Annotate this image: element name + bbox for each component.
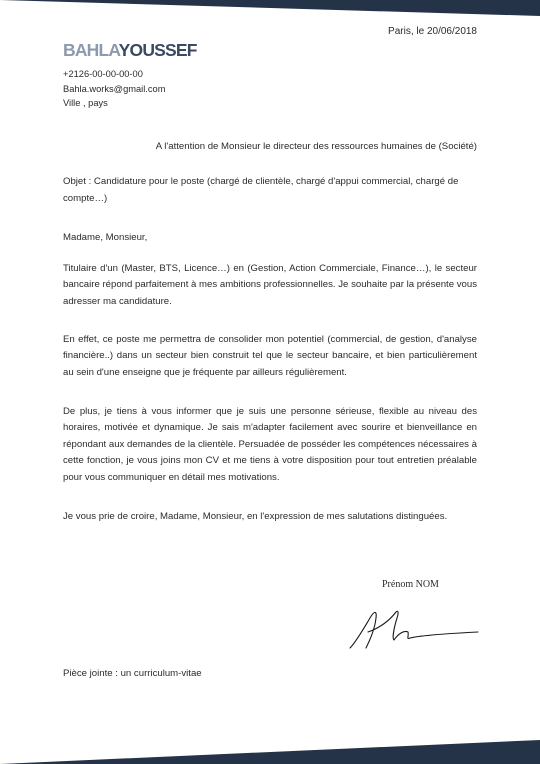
attachment-note: Pièce jointe : un curriculum-vitae — [63, 668, 202, 679]
sender-phone: +2126-00-00-00-00 — [63, 69, 143, 79]
handwritten-signature — [346, 606, 482, 652]
sender-last-name: YOUSSEF — [118, 40, 197, 60]
body-paragraph-1: Titulaire d'un (Master, BTS, Licence…) en (Gestion, Action Commerciale, Finance…), le secteur bancaire répond parfaitement à mes ambitions professionnelles. Je souhaite par la présente vous adresser ma candidature. — [63, 263, 477, 307]
signer-name: Prénom NOM — [382, 579, 439, 590]
body-paragraph-2: En effet, ce poste me permettra de consolider mon potentiel (commercial, de gestion, d'analyse financière..) dans un secteur bien construit tel que le secteur bancaire, et bien particulièrement au sein d'une enseigne que je fréquente par ailleurs régulièrement. — [63, 334, 477, 378]
letter-date: Paris, le 20/06/2018 — [388, 26, 477, 37]
sender-name — [63, 40, 197, 61]
sender-first-name: BAHLA — [63, 40, 119, 60]
top-decorative-band — [0, 0, 540, 22]
bottom-decorative-band — [0, 730, 540, 764]
letter-subject: Objet : Candidature pour le poste (chargé de clientèle, chargé d'appui commercial, chargé de compte…) — [63, 176, 459, 204]
sender-contact — [63, 67, 165, 111]
letter-closing: Je vous prie de croire, Madame, Monsieur, en l'expression de mes salutations distinguées. — [63, 511, 448, 522]
letter-salutation: Madame, Monsieur, — [63, 232, 148, 243]
recipient-attention: A l'attention de Monsieur le directeur des ressources humaines de (Société) — [155, 141, 477, 152]
body-paragraph-3: De plus, je tiens à vous informer que je suis une personne sérieuse, flexible au niveau des horaires, motivée et dynamique. Je sais m'adapter facilement avec sourire et bienveillance en répondant aux demandes de la clientèle. Persuadée de posséder les compétences nécessaires à cette fonction, je vous joins mon CV et me tiens à votre disposition pour tout entretien préalable pour vous communiquer en détail mes motivations. — [63, 406, 477, 483]
sender-email: Bahla.works@gmail.com — [63, 83, 166, 94]
sender-address: Ville , pays — [63, 98, 108, 109]
